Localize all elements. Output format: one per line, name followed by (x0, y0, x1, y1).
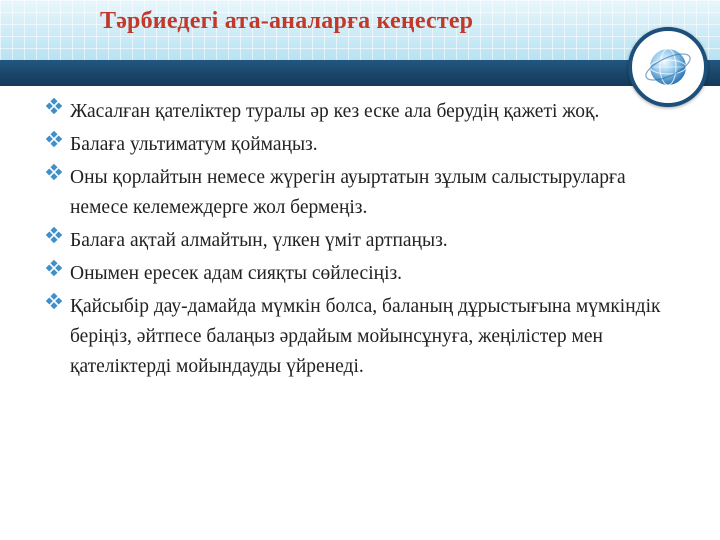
list-item (44, 163, 684, 223)
list-item (44, 130, 684, 160)
diamond-bullet-icon (46, 131, 62, 147)
bullet-text: Балаға ультиматум қоймаңыз. (70, 134, 318, 155)
bullet-text: Балаға ақтай алмайтын, үлкен үміт артпаңыз. (70, 230, 448, 251)
list-item (44, 259, 684, 289)
bullet-text: Жасалған қателіктер туралы әр кез еске ала берудің қажеті жоқ. (70, 101, 600, 122)
list-item (44, 97, 684, 127)
diamond-bullet-icon (46, 227, 62, 243)
diamond-bullet-icon (46, 293, 62, 309)
bullet-list (44, 97, 684, 385)
list-item (44, 226, 684, 256)
bullet-text: Онымен ересек адам сияқты сөйлесіңіз. (70, 263, 403, 284)
globe-logo-icon (628, 27, 708, 107)
header-band (0, 60, 720, 86)
diamond-bullet-icon (46, 260, 62, 276)
diamond-bullet-icon (46, 98, 62, 114)
bullet-text: Қайсыбір дау-дамайда мүмкін болса, баланың дұрыстығына мүмкіндік беріңіз, әйтпесе балаңыз әрдайым мойынсұнуға, жеңілістер мен қателіктерді мойындауды үйренеді. (70, 296, 661, 377)
list-item (44, 292, 684, 382)
diamond-bullet-icon (46, 164, 62, 180)
slide-title: Тәрбиедегі ата-аналарға кеңестер (100, 8, 474, 34)
bullet-text: Оны қорлайтын немесе жүрегін ауыртатын зұлым салыстыруларға немесе келемеждерге жол бермеңіз. (70, 167, 626, 218)
